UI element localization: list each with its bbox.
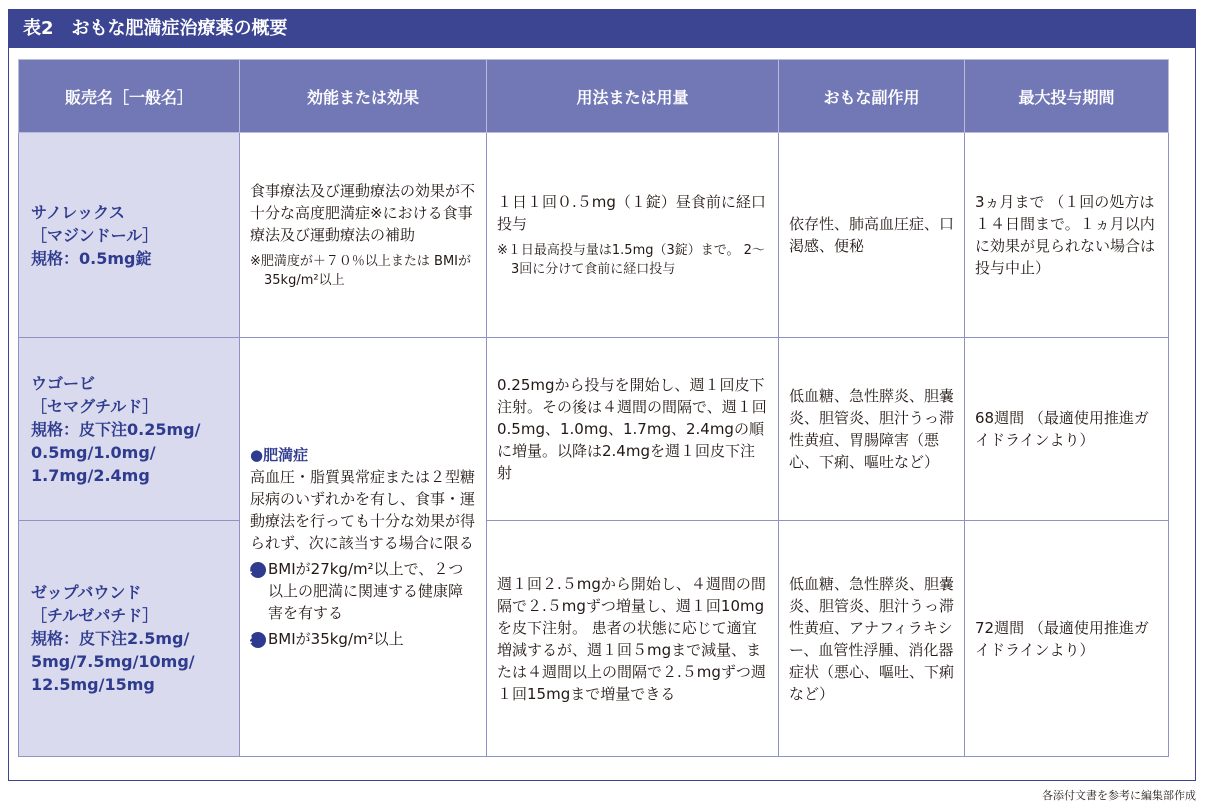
- dosage-note: ※１日最高投与量は1.5mg（3錠）まで。 2～3回に分けて食前に経口投与: [497, 243, 765, 277]
- efficacy-text: 高血圧・脂質異常症または２型糖尿病のいずれかを有し、食事・運動療法を行っても十分な効果が得られず、次に該当する場合に限る: [250, 468, 476, 552]
- drug-name-wegovy: [19, 338, 240, 521]
- drug-spec: 規格：皮下注0.25mg/: [31, 419, 201, 439]
- efficacy-cell: [240, 133, 487, 338]
- drug-spec: 規格：0.5mg錠: [31, 248, 152, 268]
- drug-spec: 規格：皮下注2.5mg/: [31, 629, 190, 648]
- drug-generic: ［チルゼパチド］: [31, 606, 159, 625]
- side-effects-cell: 低血糖、急性膵炎、胆嚢炎、胆管炎、胆汁うっ滞性黄疸、アナフィラキシー、血管性浮腫、消化器症状（悪心、嘔吐、下痢など）: [779, 521, 965, 757]
- number-2-icon: 2: [250, 632, 266, 648]
- table-number: 表2: [23, 18, 54, 39]
- dosage-text: １日１回０.５mg（１錠）昼食前に経口投与: [497, 193, 766, 233]
- header-efficacy: 効能または効果: [240, 60, 487, 133]
- drug-name-zepbound: [19, 521, 240, 757]
- max-period-cell: 3ヵ月まで （１回の処方は１４日間まで。１ヵ月以内に効果が見られない場合は投与中止）: [965, 133, 1169, 338]
- table-title-text: おもな肥満症治療薬の概要: [71, 18, 288, 39]
- header-side-effects: おもな副作用: [779, 60, 965, 133]
- side-effects-cell: 依存性、肺高血圧症、口渇感、便秘: [779, 133, 965, 338]
- criteria-text: BMIが35kg/m²以上: [268, 630, 404, 648]
- source-note: 各添付文書を参考に編集部作成: [1042, 789, 1196, 802]
- header-dosage: 用法または用量: [487, 60, 779, 133]
- drug-generic: ［マジンドール］: [31, 225, 159, 245]
- header-row: [19, 60, 1169, 133]
- drug-brand: ウゴービ: [31, 373, 96, 393]
- dosage-cell: 0.25mgから投与を開始し、週１回皮下注射。その後は４週間の間隔で、週１回0.5mg、1.0mg、1.7mg、2.4mgの順に増量。以降は2.4mgを週１回皮下注射: [487, 338, 779, 521]
- table-row: [19, 521, 1169, 757]
- criteria-item-1: [245, 558, 476, 624]
- max-period-cell: 72週間 （最適使用推進ガイドラインより）: [965, 521, 1169, 757]
- drug-table: [18, 59, 1169, 757]
- drug-spec: 5mg/7.5mg/10mg/: [31, 652, 195, 671]
- efficacy-cell-shared: [240, 338, 487, 757]
- side-effects-cell: 低血糖、急性膵炎、胆嚢炎、胆管炎、胆汁うっ滞性黄疸、胃腸障害（悪心、下痢、嘔吐など）: [779, 338, 965, 521]
- dosage-cell: [487, 133, 779, 338]
- drug-spec: 0.5mg/1.0mg/: [31, 442, 156, 462]
- table-title: [9, 10, 1195, 48]
- drug-name-sanorex: [19, 133, 240, 338]
- drug-spec: 1.7mg/2.4mg: [31, 465, 150, 485]
- efficacy-text: 食事療法及び運動療法の効果が不十分な高度肥満症※における食事療法及び運動療法の補助: [250, 182, 476, 244]
- table-row: [19, 133, 1169, 338]
- efficacy-heading: ●肥満症: [250, 446, 309, 464]
- criteria-item-2: [245, 628, 476, 650]
- header-name: 販売名［一般名］: [19, 60, 240, 133]
- drug-brand: サノレックス: [31, 202, 125, 222]
- max-period-cell: 68週間 （最適使用推進ガイドラインより）: [965, 338, 1169, 521]
- drug-spec: 12.5mg/15mg: [31, 675, 155, 694]
- efficacy-note: ※肥満度が＋７０％以上または BMIが35kg/m²以上: [250, 254, 471, 288]
- drug-brand: ゼップバウンド: [31, 583, 142, 602]
- header-max-period: 最大投与期間: [965, 60, 1169, 133]
- dosage-cell: 週１回２.５mgから開始し、４週間の間隔で２.５mgずつ増量し、週１回10mgを皮下注射。 患者の状態に応じて適宜増減するが、週１回５mgまで減量、または４週間以上の間隔で２.５mgずつ週１回15mgまで増量できる: [487, 521, 779, 757]
- drug-generic: ［セマグチルド］: [31, 396, 159, 416]
- table-row: [19, 338, 1169, 521]
- criteria-text: BMIが27kg/m²以上で、２つ以上の肥満に関連する健康障害を有する: [268, 560, 464, 622]
- number-1-icon: 1: [250, 562, 266, 578]
